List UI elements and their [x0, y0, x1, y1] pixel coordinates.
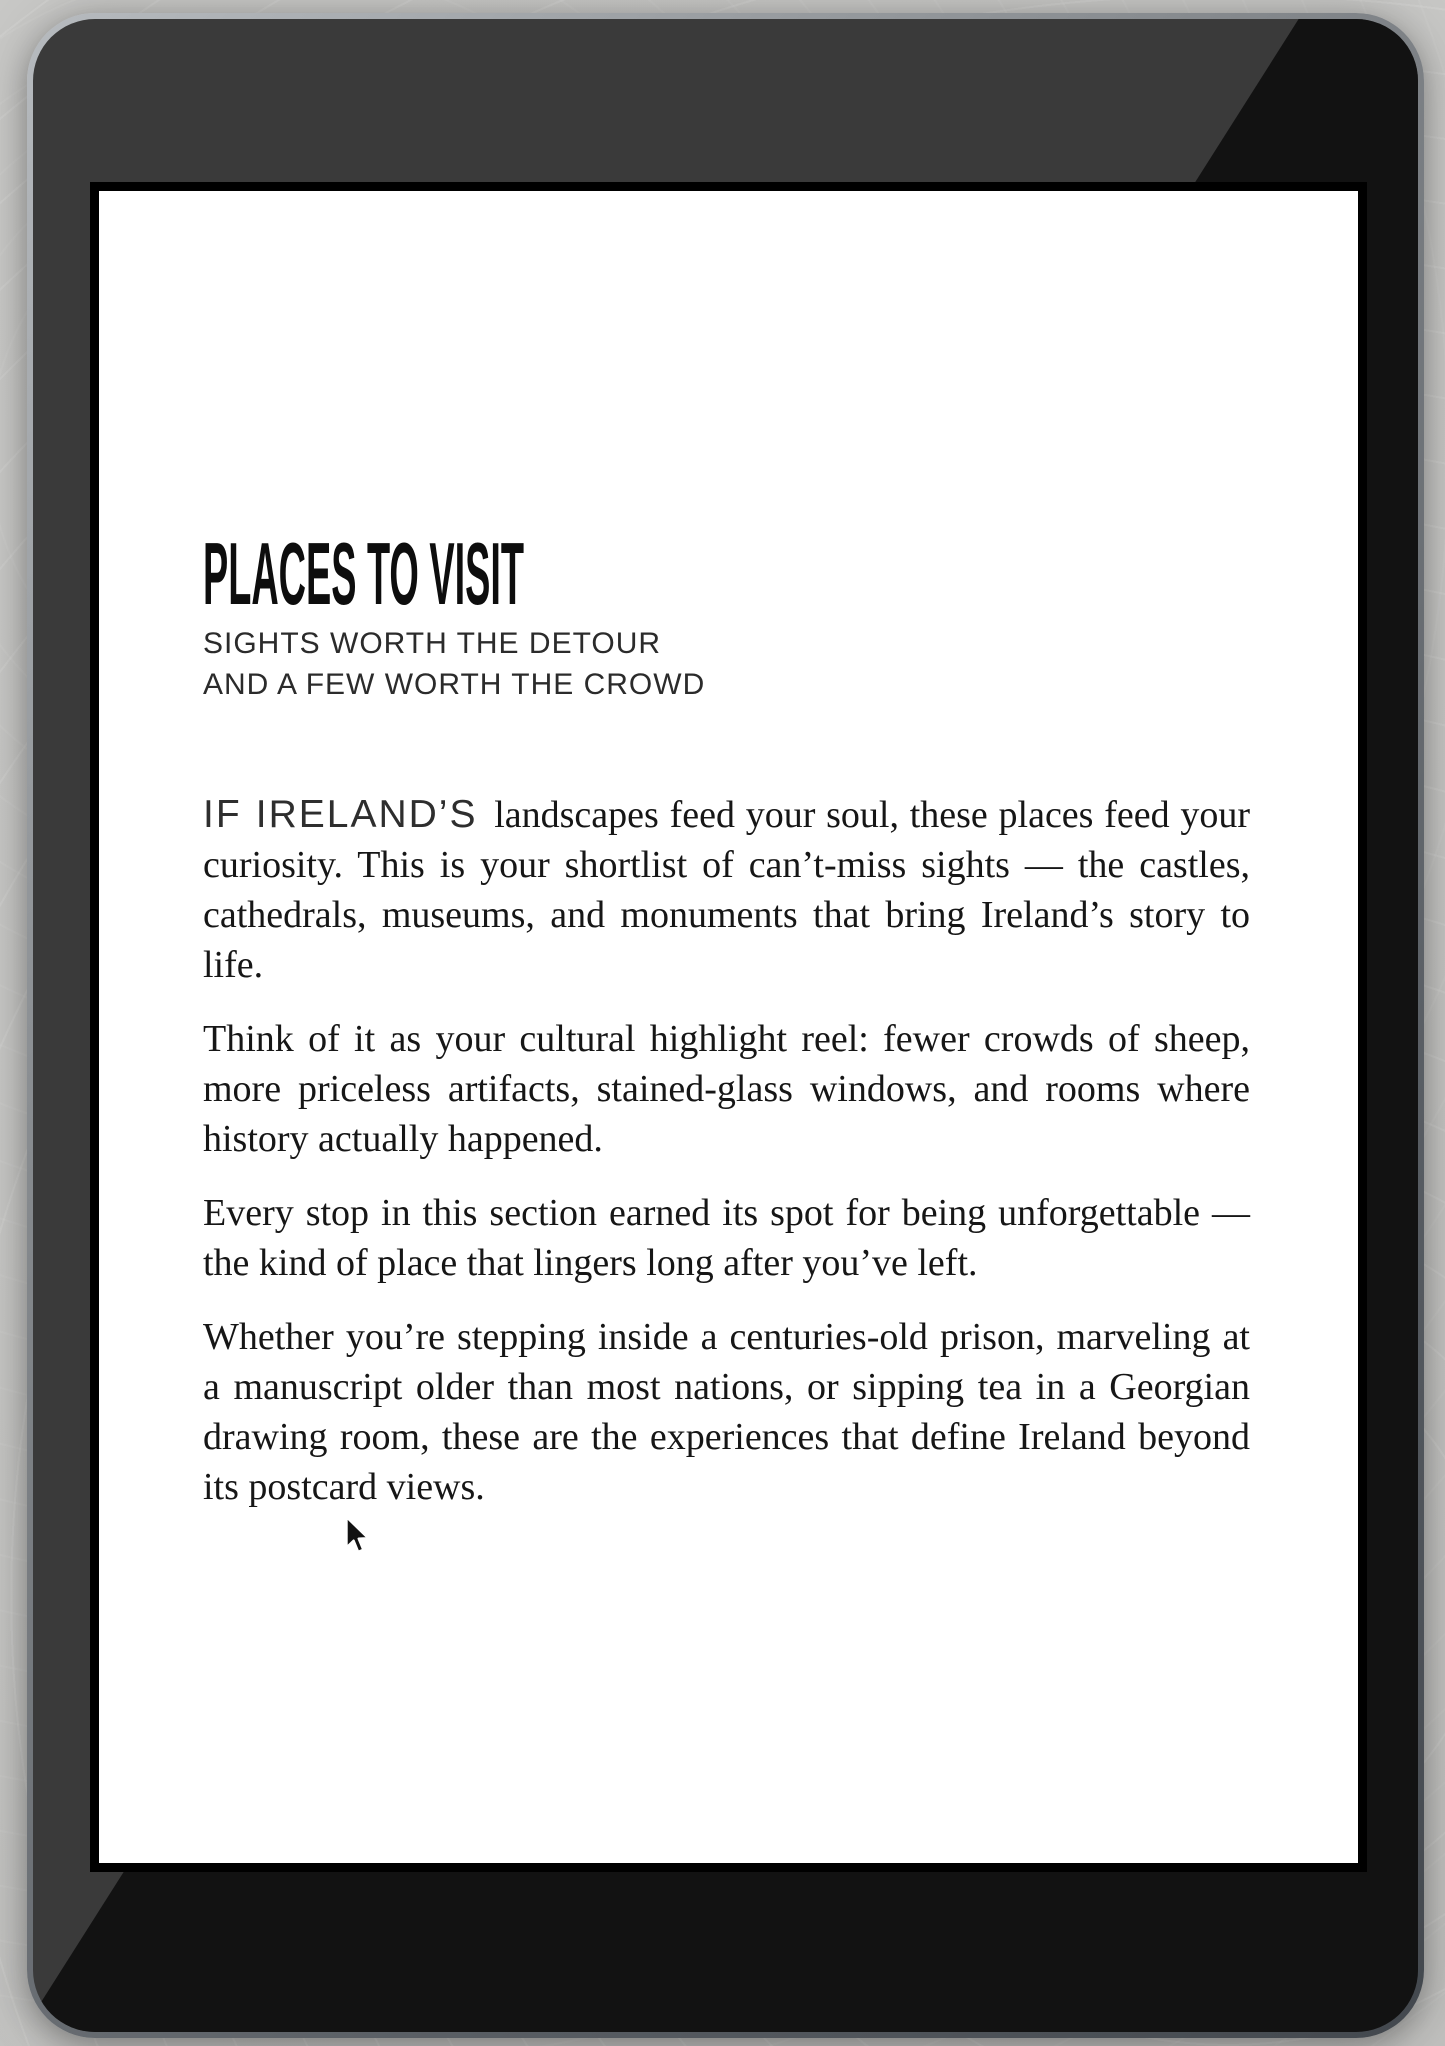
page-title-text: PLACES TO VISIT — [203, 524, 524, 623]
paragraph-lead-in: IF IRELAND’S — [203, 793, 478, 836]
paragraph — [203, 790, 1250, 990]
tablet-device — [27, 13, 1424, 2038]
subtitle-line: AND A FEW WORTH THE CROWD — [203, 668, 706, 701]
paragraph: Every stop in this section earned its spot for being unforgettable — the kind of place that lingers long after you’ve left. — [203, 1192, 1250, 1284]
tablet-bezel — [33, 19, 1418, 2032]
mouse-cursor-icon — [344, 1515, 371, 1556]
subtitle-line: SIGHTS WORTH THE DETOUR — [203, 627, 662, 660]
body-text — [203, 790, 1250, 1512]
page-subtitle — [203, 623, 1250, 705]
paragraph: Think of it as your cultural highlight reel: fewer crowds of sheep, more priceless artifacts, stained-glass windows, and rooms where history actually happened. — [203, 1018, 1250, 1160]
paragraph-text: landscapes feed your soul, these places feed your curiosity. This is your shortlist of can’t-miss sights — the castles, cathedrals, museums, and monuments that bring Ireland’s story to life. — [203, 794, 1250, 986]
ereader-screen — [90, 182, 1367, 1872]
page-title — [203, 524, 1250, 623]
paragraph: Whether you’re stepping inside a centuries-old prison, marveling at a manuscript older than most nations, or sipping tea in a Georgian drawing room, these are the experiences that define Ireland beyond its postcard views. — [203, 1316, 1250, 1508]
book-page[interactable] — [99, 191, 1358, 1863]
